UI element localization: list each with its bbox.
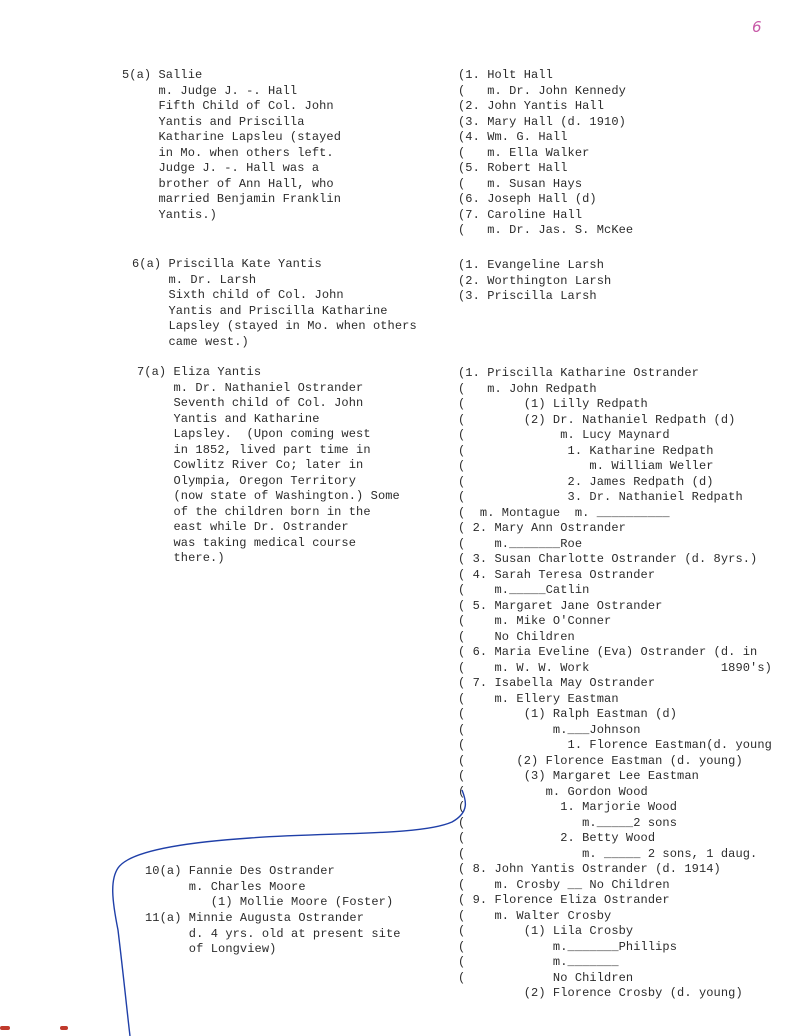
- text-line: ( m. Ellery Eastman: [458, 691, 619, 706]
- text-line: m. Judge J. -. Hall: [122, 83, 298, 98]
- text-line: of Longview): [145, 942, 277, 956]
- text-line: Yantis and Priscilla: [122, 114, 305, 129]
- text-line: ( 4. Sarah Teresa Ostrander: [458, 567, 656, 582]
- text-line: was taking medical course: [137, 535, 357, 550]
- text-line: ( 2. Mary Ann Ostrander: [458, 521, 626, 535]
- text-line: m. Dr. Larsh: [132, 272, 257, 287]
- text-line: ( 2. James Redpath (d): [458, 474, 714, 489]
- text-line: ( m. _____ 2 sons, 1 daug.: [458, 846, 758, 861]
- text-line: Judge J. -. Hall was a: [122, 161, 320, 175]
- text-line: ( m._______: [458, 955, 619, 969]
- page-number: 6: [752, 18, 762, 36]
- text-line: ( 5. Margaret Jane Ostrander: [458, 598, 663, 613]
- text-line: Yantis and Katharine: [137, 411, 320, 426]
- text-line: Cowlitz River Co; later in: [137, 458, 364, 472]
- text-line: 11(a) Minnie Augusta Ostrander: [145, 911, 365, 925]
- text-line: Yantis and Priscilla Katharine: [132, 303, 388, 318]
- text-line: ( 2. Betty Wood: [458, 831, 656, 845]
- text-line: ( (1) Lilly Redpath: [458, 397, 648, 411]
- text-line: ( m.___Johnson: [458, 722, 641, 737]
- text-line: (3. Mary Hall (d. 1910): [458, 114, 626, 129]
- text-line: ( m. Gordon Wood: [458, 784, 648, 799]
- text-line: d. 4 yrs. old at present site: [145, 926, 401, 941]
- text-line: brother of Ann Hall, who: [122, 176, 334, 191]
- text-line: married Benjamin Franklin: [122, 192, 342, 206]
- text-line: ( 1. Katharine Redpath: [458, 443, 714, 458]
- text-line: (1. Evangeline Larsh: [458, 258, 605, 272]
- text-line: (2. John Yantis Hall: [458, 99, 605, 113]
- text-line: Olympia, Oregon Territory: [137, 473, 357, 488]
- text-line: ( No Children: [458, 629, 575, 644]
- text-line: Katharine Lapsleu (stayed: [122, 130, 342, 144]
- text-line: m. Dr. Nathaniel Ostrander: [137, 380, 364, 395]
- text-line: ( m. Susan Hays: [458, 176, 583, 191]
- text-line: ( m. Montague m. __________: [458, 505, 670, 520]
- text-line: ( m. Walter Crosby: [458, 908, 612, 923]
- text-line: ( 1. Florence Eastman(d. young: [458, 738, 772, 752]
- text-line: (2. Worthington Larsh: [458, 273, 612, 288]
- text-line: ( 7. Isabella May Ostrander: [458, 676, 656, 690]
- text-line: 7(a) Eliza Yantis: [137, 365, 262, 379]
- text-line: Fifth Child of Col. John: [122, 99, 334, 113]
- text-line: in Mo. when others left.: [122, 145, 334, 160]
- text-line: (1) Mollie Moore (Foster): [145, 895, 394, 909]
- text-line: of the children born in the: [137, 504, 371, 519]
- text-line: (1. Holt Hall: [458, 68, 553, 82]
- text-line: (7. Caroline Hall: [458, 207, 583, 222]
- text-line: ( (2) Dr. Nathaniel Redpath (d): [458, 412, 736, 427]
- text-line: ( No Children: [458, 970, 634, 985]
- text-line: 6(a) Priscilla Kate Yantis: [132, 257, 322, 271]
- text-line: ( 3. Susan Charlotte Ostrander (d. 8yrs.): [458, 552, 758, 566]
- text-line: (1. Priscilla Katharine Ostrander: [458, 366, 699, 380]
- text-line: (2) Florence Crosby (d. young): [458, 986, 743, 1000]
- text-line: ( m. W. W. Work 1890's): [458, 660, 772, 675]
- text-line: ( (1) Ralph Eastman (d): [458, 707, 678, 721]
- text-line: ( (3) Margaret Lee Eastman: [458, 769, 699, 783]
- text-line: ( m. Lucy Maynard: [458, 428, 670, 442]
- red-mark: [60, 1026, 68, 1030]
- text-line: Sixth child of Col. John: [132, 288, 344, 302]
- text-line: ( m. Mike O'Conner: [458, 614, 612, 628]
- text-line: east while Dr. Ostrander: [137, 520, 349, 534]
- text-line: in 1852, lived part time in: [137, 442, 371, 457]
- text-line: ( m. Dr. John Kennedy: [458, 83, 626, 98]
- text-line: there.): [137, 551, 225, 565]
- text-line: ( m._______Roe: [458, 536, 583, 551]
- text-line: Yantis.): [122, 207, 217, 222]
- text-line: ( m. Crosby __ No Children: [458, 877, 670, 892]
- text-line: ( 9. Florence Eliza Ostrander: [458, 893, 670, 907]
- text-line: ( (2) Florence Eastman (d. young): [458, 753, 743, 768]
- text-line: Lapsley (stayed in Mo. when others: [132, 319, 417, 333]
- text-line: Seventh child of Col. John: [137, 396, 364, 410]
- text-line: ( 3. Dr. Nathaniel Redpath: [458, 490, 743, 504]
- text-line: ( 6. Maria Eveline (Eva) Ostrander (d. in: [458, 645, 758, 659]
- text-line: 5(a) Sallie: [122, 68, 203, 82]
- text-line: ( m._______Phillips: [458, 939, 678, 954]
- text-line: ( m._____2 sons: [458, 815, 678, 830]
- text-line: ( 8. John Yantis Ostrander (d. 1914): [458, 862, 721, 876]
- text-line: 10(a) Fannie Des Ostrander: [145, 864, 335, 878]
- text-line: (now state of Washington.) Some: [137, 489, 400, 503]
- text-line: (5. Robert Hall: [458, 161, 568, 175]
- text-line: ( m. Ella Walker: [458, 145, 590, 160]
- text-line: (3. Priscilla Larsh: [458, 289, 597, 303]
- text-line: ( (1) Lila Crosby: [458, 924, 634, 938]
- text-line: (4. Wm. G. Hall: [458, 130, 568, 144]
- text-line: ( m. William Weller: [458, 459, 714, 473]
- text-line: m. Charles Moore: [145, 879, 306, 894]
- text-line: ( m._____Catlin: [458, 583, 590, 597]
- text-line: came west.): [132, 334, 249, 349]
- text-line: Lapsley. (Upon coming west: [137, 427, 371, 441]
- text-line: (6. Joseph Hall (d): [458, 192, 597, 206]
- text-line: ( m. John Redpath: [458, 381, 597, 396]
- text-line: ( m. Dr. Jas. S. McKee: [458, 223, 634, 237]
- text-line: ( 1. Marjorie Wood: [458, 800, 678, 814]
- red-mark: [0, 1026, 10, 1030]
